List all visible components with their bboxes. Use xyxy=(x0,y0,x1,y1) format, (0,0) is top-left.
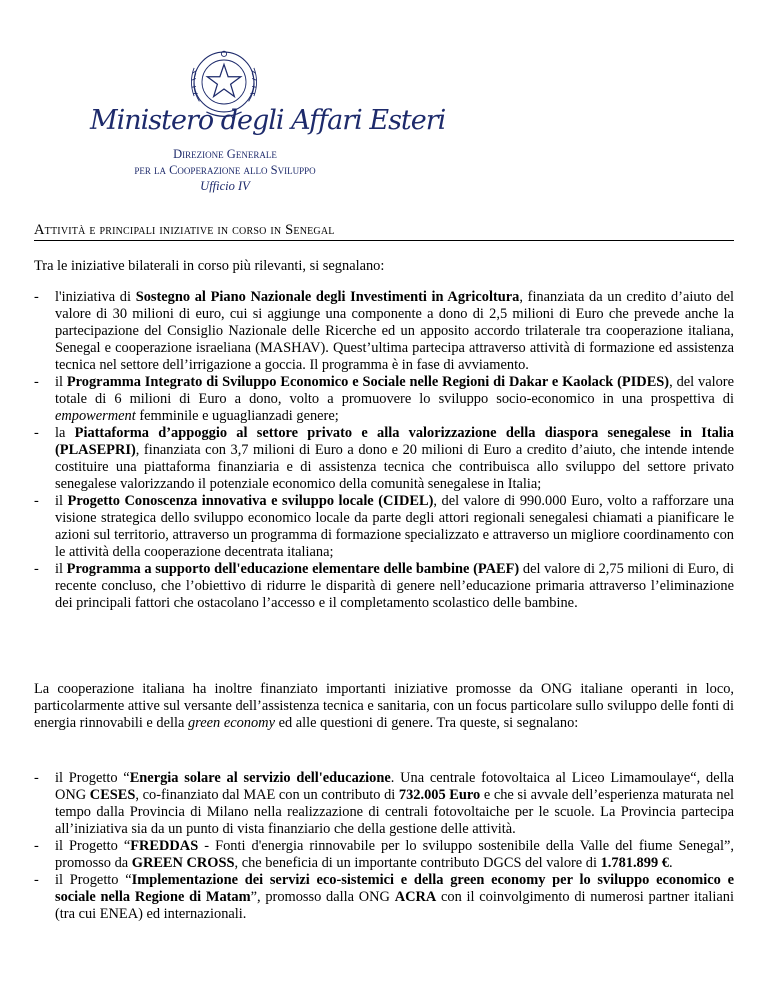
ministry-logo-text: Ministero degli Affari Esteri xyxy=(90,105,446,136)
ngo-intro-paragraph: La cooperazione italiana ha inoltre finanziato importanti iniziative promosse da ONG italiane operanti in loco, particolarmente attive sul versante dell’assistenza tecnica e sanitaria, con un focus particolare sullo sviluppo delle fonti di energia rinnovabili e della green economy ed alle questioni di genere. Tra queste, si segnalano: xyxy=(34,681,734,731)
office-line-directorate: Direzione Generale xyxy=(173,147,277,161)
office-line-cooperation: per la Cooperazione allo Sviluppo xyxy=(134,163,316,177)
title-divider xyxy=(34,240,734,241)
intro-paragraph: Tra le iniziative bilaterali in corso più rilevanti, si segnalano: xyxy=(34,258,385,274)
list-item: - l'iniziativa di Sostegno al Piano Nazionale degli Investimenti in Agricoltura, finanziata da un credito d’aiuto del valore di 30 milioni di euro, cui si aggiunge una componente a dono di 2,5 milioni di Euro che prevede anche la partecipazione del Consiglio Nazionale delle Ricerche ed un apposito accordo trilaterale tra cooperazione italiana, Senegal e cooperazione israeliana (MASHAV). Quest’ultima partecipa attraverso attività di formazione ed assistenza tecnica nel settore dell’irrigazione a goccia. Il programma è in fase di avviamento. xyxy=(34,289,734,374)
list-item: - il Progetto “Implementazione dei servizi eco-sistemici e della green economy per lo sviluppo economico e sociale nella Regione di Matam”, promosso dalla ONG ACRA con il coinvolgimento di numerosi partner italiani (tra cui ENEA) ed internazionali. xyxy=(34,872,734,923)
page-title: Attività e principali iniziative in corso in Senegal xyxy=(34,222,335,238)
list-item: - la Piattaforma d’appoggio al settore privato e alla valorizzazione della diaspora senegalese in Italia (PLASEPRI), finanziata con 3,7 milioni di Euro a dono e 20 milioni di Euro a credito d’aiuto, che intende intende costituire una piattaforma finanziaria e di assistenza tecnica che contribuisca allo sviluppo del settore privato senegalese valorizzando il potenziale economico della comunità senegalese in Italia; xyxy=(34,425,734,493)
list-item: - il Progetto Conoscenza innovativa e sviluppo locale (CIDEL), del valore di 990.000 Euro, volto a rafforzare una visione strategica dello sviluppo economico locale da parte degli attori regionali senegalesi chiamati a pianificare le azioni sul territorio, attraverso un programma di formazione specializzato e attraverso un migliore coordinamento con le attività della cooperazione decentrata italiana; xyxy=(34,493,734,561)
ngo-initiatives-list xyxy=(34,770,734,923)
list-item: - il Programma a supporto dell'educazione elementare delle bambine (PAEF) del valore di 2,75 milioni di Euro, di recente concluso, che l’obiettivo di ridurre le disparità di genere nell’educazione primaria attraverso l’eliminazione dei principali fattori che ostacolano l’accesso e il completamento scolastico delle bambine. xyxy=(34,561,734,612)
list-item: - il Programma Integrato di Sviluppo Economico e Sociale nelle Regioni di Dakar e Kaolack (PIDES), del valore totale di 6 milioni di Euro a dono, volto a promuovere lo sviluppo socio-economico in una prospettiva di empowerment femminile e uguaglianzadi genere; xyxy=(34,374,734,425)
list-item: - il Progetto “FREDDAS - Fonti d'energia rinnovabile per lo sviluppo sostenibile della Valle del fiume Senegal”, promosso da GREEN CROSS, che beneficia di un importante contributo DGCS del valore di 1.781.899 €. xyxy=(34,838,734,872)
office-block xyxy=(90,146,360,195)
list-item: - il Progetto “Energia solare al servizio dell'educazione. Una centrale fotovoltaica al Liceo Limamoulaye“, della ONG CESES, co-finanziato dal MAE con un contributo di 732.005 Euro e che si avvale dell’esperienza maturata nel tempo dalla Provincia di Milano nella realizzazione di centrali fotovoltaiche per le scuole. La Provincia partecipa all’iniziativa sia da un punto di vista finanziario che della gestione delle attività. xyxy=(34,770,734,838)
bilateral-initiatives-list xyxy=(34,289,734,612)
office-line-unit: Ufficio IV xyxy=(200,179,250,193)
